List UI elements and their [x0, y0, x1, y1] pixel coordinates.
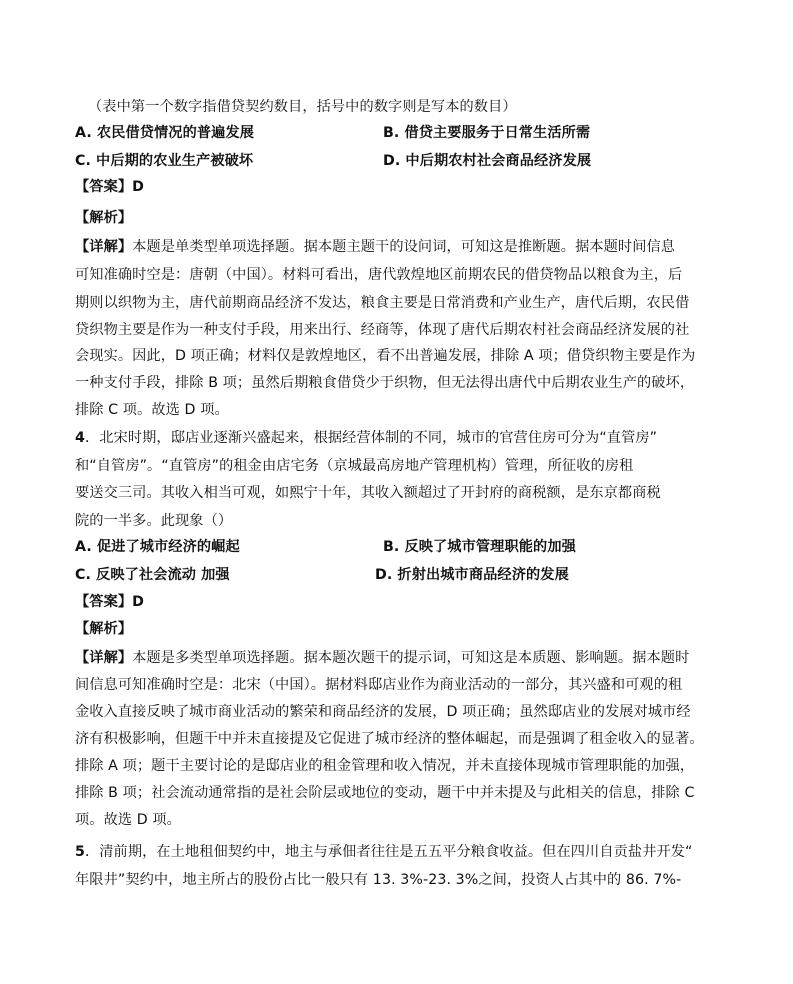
answer-value: D	[132, 594, 145, 610]
q3-analysis-label: 【解析】	[75, 210, 133, 226]
answer-value: D	[132, 179, 145, 195]
answer-label: 【答案】	[75, 179, 133, 195]
q3-answer	[75, 177, 144, 197]
table-note: （表中第一个数字指借贷契约数目，括号中的数字则是写本的数目）	[88, 99, 517, 115]
q4-detail-line: 济有积极影响，但题干中并未直接提及它促进了城市经济的整体崛起，而是强调了租金收入的显著。	[75, 731, 704, 747]
q5-stem-line: 年限井”契约中，地主所占的股份占比一般只有 13. 3%-23. 3%之间，投资人占其中的 86. 7%-	[75, 872, 682, 888]
q4-detail-line	[75, 648, 689, 668]
q4-answer	[75, 592, 144, 612]
q4-detail-line: 项。故选 D 项。	[75, 812, 181, 828]
q4-stem-line: 要送交三司。其收入相当可观，如熙宁十年，其收入额超过了开封府的商税额，是东京都商税	[75, 485, 661, 501]
stem-text: ．北宋时期，邸店业逐渐兴盛起来，根据经营体制的不同，城市的官营住房可分为“直管房”	[84, 430, 658, 446]
q4-detail-line: 间信息可知准确时空是：北宋（中国）。据材料邸店业作为商业活动的一部分，其兴盛和可观的租	[75, 677, 683, 693]
q4-option-d: D. 折射出城市商品经济的发展	[375, 567, 569, 583]
q4-option-a: A. 促进了城市经济的崛起	[75, 539, 240, 555]
q3-detail-line	[75, 237, 675, 257]
q4-analysis-label: 【解析】	[75, 621, 133, 637]
q4-stem-line	[75, 428, 657, 448]
q4-option-c: C. 反映了社会流动 加强	[75, 567, 230, 583]
q4-detail-line: 排除 B 项；社会流动通常指的是社会阶层或地位的变动，题干中并未提及与此相关的信息，排除 C	[75, 785, 695, 801]
q4-stem-line: 和“自管房”。“直管房”的租金由店宅务（京城最高房地产管理机构）管理，所征收的房租	[75, 458, 634, 474]
detail-text: 本题是单类型单项选择题。据本题主题干的设问词，可知这是推断题。据本题时间信息	[132, 239, 676, 255]
q3-detail-line: 会现实。因此，D 项正确；材料仅是敦煌地区，看不出普遍发展，排除 A 项；借贷织物主要是作为	[75, 348, 696, 364]
q3-option-a: A. 农民借贷情况的普遍发展	[75, 125, 255, 141]
q5-stem-line	[75, 842, 693, 862]
q3-detail-line: 排除 C 项。故选 D 项。	[75, 402, 229, 418]
q4-detail-line: 排除 A 项；题干主要讨论的是邸店业的租金管理和收入情况，并未直接体现城市管理职能的加强，	[75, 758, 695, 774]
answer-label: 【答案】	[75, 594, 133, 610]
q3-detail-line: 期则以织物为主，唐代前期商品经济不发达，粮食主要是日常消费和产业生产，唐代后期，农民借	[75, 295, 690, 311]
q3-option-b: B. 借贷主要服务于日常生活所需	[383, 125, 591, 141]
q4-stem-line: 院的一半多。此现象（）	[75, 513, 233, 529]
question-number: 4	[75, 430, 85, 446]
q3-option-d: D. 中后期农村社会商品经济发展	[383, 153, 592, 169]
detail-text: 本题是多类型单项选择题。据本题次题干的提示词，可知这是本质题、影响题。据本题时	[132, 650, 690, 666]
q4-detail-line: 金收入直接反映了城市商业活动的繁荣和商品经济的发展，D 项正确；虽然邸店业的发展对城市经	[75, 704, 691, 720]
q3-detail-line: 一种支付手段，排除 B 项；虽然后期粮食借贷少于织物，但无法得出唐代中后期农业生产的破坏，	[75, 375, 695, 391]
detail-label: 【详解】	[75, 239, 133, 255]
detail-label: 【详解】	[75, 650, 133, 666]
q3-detail-line: 可知准确时空是：唐朝（中国）。材料可看出，唐代敦煌地区前期农民的借贷物品以粮食为主，后	[75, 267, 683, 283]
q3-option-c: C. 中后期的农业生产被破坏	[75, 153, 254, 169]
q3-detail-line: 贷织物主要是作为一种支付手段，用来出行、经商等，体现了唐代后期农村社会商品经济发展的社	[75, 322, 690, 338]
question-number: 5	[75, 844, 85, 860]
q4-option-b: B. 反映了城市管理职能的加强	[383, 539, 576, 555]
stem-text: ．清前期，在土地租佃契约中，地主与承佃者往往是五五平分粮食收益。但在四川自贡盐井开发“	[84, 844, 693, 860]
